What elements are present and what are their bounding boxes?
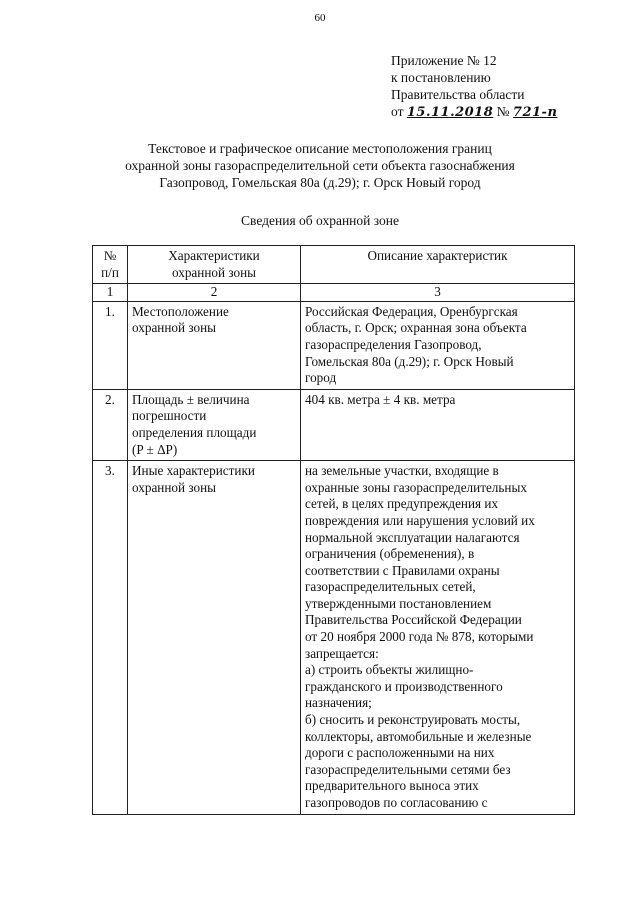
characteristic-line: Местоположение bbox=[132, 303, 229, 319]
section-subtitle: Сведения об охранной зоне bbox=[241, 213, 399, 228]
header-characteristics bbox=[128, 246, 301, 284]
characteristic-line: определения площади bbox=[132, 424, 257, 440]
header-description bbox=[301, 246, 575, 284]
description-line: от 20 ноября 2000 года № 878, которыми bbox=[305, 629, 534, 645]
characteristic-line: охранной зоны bbox=[132, 479, 217, 495]
header-number-line-2: п/п bbox=[101, 264, 119, 280]
description-line: повреждения или нарушения условий их bbox=[305, 512, 535, 528]
description-line: а) строить объекты жилищно- bbox=[305, 662, 474, 678]
title-line-3: Газопровод, Гомельская 80а (д.29); г. Орск Новый город bbox=[159, 175, 481, 190]
description-line: ограничения (обременения), в bbox=[305, 546, 475, 562]
characteristic-line: Площадь ± величина bbox=[132, 391, 250, 407]
row-characteristic bbox=[128, 461, 301, 814]
characteristic-line: погрешности bbox=[132, 408, 207, 424]
title-line-1: Текстовое и графическое описание местоположения границ bbox=[148, 141, 492, 156]
description-line: Правительства Российской Федерации bbox=[305, 612, 522, 628]
description-line: сетей, в целях предупреждения их bbox=[305, 496, 499, 512]
description-line: соответствии с Правилами охраны bbox=[305, 562, 500, 578]
row-characteristic bbox=[128, 301, 301, 389]
header-number bbox=[93, 246, 128, 284]
table-header-row bbox=[93, 246, 575, 284]
appendix-line-2: к постановлению bbox=[391, 70, 491, 85]
table-row bbox=[93, 301, 575, 389]
row-number: 1. bbox=[93, 301, 128, 389]
description-line: область, г. Орск; охранная зона объекта bbox=[305, 320, 527, 336]
description-line: дороги с расположенными на них bbox=[305, 745, 495, 761]
description-line: Гомельская 80а (д.29); г. Орск Новый bbox=[305, 353, 514, 369]
description-line: коллекторы, автомобильные и железные bbox=[305, 728, 532, 744]
description-line: предварительного выноса этих bbox=[305, 778, 479, 794]
row-description bbox=[301, 461, 575, 814]
header-characteristics-line-2: охранной зоны bbox=[171, 264, 256, 280]
description-line: город bbox=[305, 370, 337, 386]
header-characteristics-line-1: Характеристики bbox=[168, 248, 260, 263]
characteristic-line: (P ± ΔP) bbox=[132, 441, 178, 457]
description-line: запрещается: bbox=[305, 645, 379, 661]
number-value: 721-п bbox=[512, 105, 558, 120]
description-line: нормальной эксплуатации налагаются bbox=[305, 529, 520, 545]
column-numbering-row bbox=[93, 284, 575, 302]
row-number: 2. bbox=[93, 389, 128, 460]
description-line: газопроводов по согласованию с bbox=[305, 795, 488, 810]
protection-zone-table bbox=[92, 245, 575, 815]
date-value: 15.11.2018 bbox=[406, 105, 494, 120]
characteristic-line: Иные характеристики bbox=[132, 463, 255, 479]
number-prefix: № bbox=[496, 104, 510, 119]
description-line: 404 кв. метра ± 4 кв. метра bbox=[305, 391, 456, 407]
column-number-1: 1 bbox=[93, 284, 128, 302]
row-description bbox=[301, 389, 575, 460]
characteristic-line: охранной зоны bbox=[132, 320, 217, 336]
row-number: 3. bbox=[93, 461, 128, 814]
appendix-line-1: Приложение № 12 bbox=[391, 53, 497, 68]
description-line: гражданского и производственного bbox=[305, 678, 503, 694]
description-line: газораспределения Газопровод, bbox=[305, 336, 482, 352]
description-line: Российская Федерация, Оренбургская bbox=[305, 303, 518, 319]
appendix-header bbox=[391, 52, 557, 121]
table-row bbox=[93, 461, 575, 814]
description-line: газораспределительных сетей, bbox=[305, 579, 476, 595]
appendix-line-3: Правительства области bbox=[391, 87, 525, 102]
title-line-2: охранной зоны газораспределительной сети объекта газоснабжения bbox=[125, 158, 515, 173]
table-row bbox=[93, 389, 575, 460]
row-characteristic bbox=[128, 389, 301, 460]
row-description bbox=[301, 301, 575, 389]
description-line: утвержденными постановлением bbox=[305, 595, 492, 611]
description-line: б) сносить и реконструировать мосты, bbox=[305, 712, 521, 728]
description-line: на земельные участки, входящие в bbox=[305, 463, 499, 479]
column-number-2: 2 bbox=[128, 284, 301, 302]
appendix-date-line bbox=[391, 103, 557, 121]
description-line: охранные зоны газораспределительных bbox=[305, 479, 527, 495]
description-line: газораспределительными сетями без bbox=[305, 761, 511, 777]
header-description-text: Описание характеристик bbox=[367, 248, 508, 263]
page-number: 60 bbox=[314, 12, 326, 24]
document-title bbox=[0, 140, 640, 191]
date-prefix: от bbox=[391, 104, 404, 119]
column-number-3: 3 bbox=[301, 284, 575, 302]
description-line: назначения; bbox=[305, 695, 372, 711]
header-number-line-1: № bbox=[103, 248, 117, 263]
